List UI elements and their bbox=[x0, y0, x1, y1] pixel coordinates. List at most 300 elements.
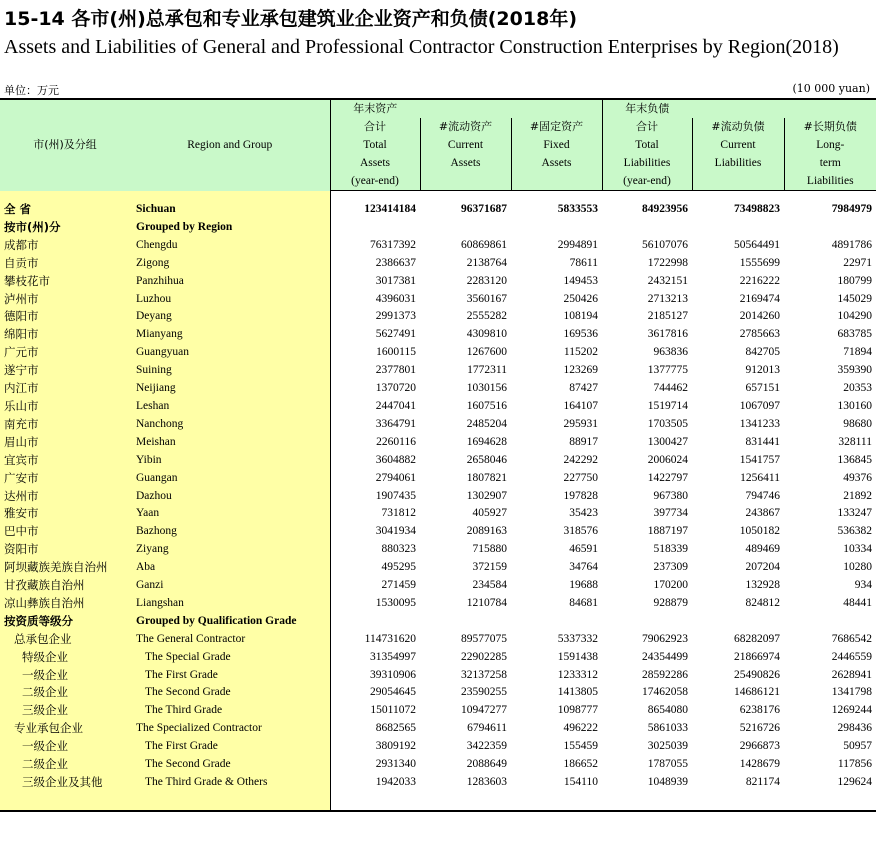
table-row bbox=[0, 488, 876, 506]
header-total-liab-2: Total bbox=[602, 136, 692, 154]
long-term-liabilities-cell: 2446559 bbox=[831, 650, 872, 663]
region-name-cn: 广元市 bbox=[0, 344, 130, 362]
region-name-en: Yaan bbox=[130, 505, 330, 523]
region-name-en: The Specialized Contractor bbox=[130, 720, 330, 738]
spacer-row bbox=[0, 191, 876, 202]
current-assets-cell: 1283603 bbox=[466, 776, 507, 788]
region-name-en: Suining bbox=[130, 362, 330, 380]
long-term-liabilities-cell: 50957 bbox=[843, 740, 872, 753]
current-assets-cell: 1302907 bbox=[466, 489, 507, 502]
current-liabilities-cell: 2014260 bbox=[739, 310, 780, 323]
region-name-cn: 总承包企业 bbox=[0, 631, 130, 649]
header-current-liab-2: Current bbox=[692, 136, 784, 154]
long-term-liabilities-cell: 2628941 bbox=[831, 668, 872, 681]
total-assets-cell: 3041934 bbox=[375, 525, 416, 538]
region-name-cn: 专业承包企业 bbox=[0, 720, 130, 738]
table-bottom-row bbox=[0, 792, 876, 811]
region-name-en: Zigong bbox=[130, 255, 330, 273]
header-current-assets-2: Current bbox=[420, 136, 511, 154]
total-assets-cell: 495295 bbox=[381, 561, 416, 574]
current-assets-cell: 2485204 bbox=[466, 417, 507, 430]
current-liabilities-cell: 2966873 bbox=[739, 740, 780, 753]
table-row bbox=[0, 326, 876, 344]
current-liabilities-cell: 657151 bbox=[745, 382, 780, 395]
long-term-liabilities-cell: 7984979 bbox=[831, 203, 872, 215]
total-assets-cell: 1530095 bbox=[375, 596, 416, 609]
current-liabilities-cell: 831441 bbox=[745, 435, 780, 448]
total-assets-cell: 1600115 bbox=[376, 346, 416, 359]
current-liabilities-cell: 243867 bbox=[745, 507, 780, 520]
fixed-assets-cell: 78611 bbox=[569, 256, 598, 269]
total-liabilities-cell: 1722998 bbox=[647, 256, 688, 269]
header-total-assets-4: (year-end) bbox=[330, 172, 420, 191]
table-row bbox=[0, 720, 876, 738]
header-current-liab-1: #流动负债 bbox=[692, 118, 784, 136]
total-assets-cell: 4396031 bbox=[375, 292, 416, 305]
region-name-cn: 南充市 bbox=[0, 416, 130, 434]
current-liabilities-cell: 1428679 bbox=[739, 758, 780, 771]
current-assets-cell: 6794611 bbox=[467, 722, 507, 735]
region-name-en: The First Grade bbox=[130, 738, 330, 756]
header-assets-group: 年末资产 bbox=[330, 99, 420, 118]
current-assets-cell: 2658046 bbox=[466, 453, 507, 466]
region-name-en: Neijiang bbox=[130, 380, 330, 398]
long-term-liabilities-cell: 934 bbox=[854, 579, 872, 592]
total-assets-cell bbox=[330, 613, 420, 631]
fixed-assets-cell: 149453 bbox=[563, 274, 598, 287]
current-liabilities-cell: 132928 bbox=[745, 579, 780, 592]
region-name-cn: 阿坝藏族羌族自治州 bbox=[0, 559, 130, 577]
fixed-assets-cell: 35423 bbox=[569, 507, 598, 520]
total-liabilities-cell: 1422797 bbox=[647, 471, 688, 484]
total-liabilities-cell: 5861033 bbox=[647, 722, 688, 735]
total-liabilities-cell bbox=[602, 613, 692, 631]
current-liabilities-cell bbox=[692, 219, 784, 237]
current-liabilities-cell: 21866974 bbox=[734, 650, 780, 663]
long-term-liabilities-cell: 536382 bbox=[837, 525, 872, 538]
total-assets-cell: 3017381 bbox=[375, 274, 416, 287]
table-row bbox=[0, 667, 876, 685]
total-liabilities-cell: 28592286 bbox=[642, 668, 688, 681]
region-name-en: The General Contractor bbox=[130, 631, 330, 649]
current-liabilities-cell: 1050182 bbox=[739, 525, 780, 538]
region-name-cn: 攀枝花市 bbox=[0, 273, 130, 291]
header-current-liab-3: Liabilities bbox=[692, 154, 784, 172]
current-assets-cell: 2089163 bbox=[466, 525, 507, 538]
long-term-liabilities-cell: 98680 bbox=[843, 417, 872, 430]
table-row bbox=[0, 255, 876, 273]
current-assets-cell: 1772311 bbox=[467, 364, 507, 377]
total-liabilities-cell: 2432151 bbox=[647, 274, 688, 287]
region-name-cn: 凉山彝族自治州 bbox=[0, 595, 130, 613]
assets-liabilities-table bbox=[0, 98, 876, 812]
header-fixed-assets-2: Fixed bbox=[511, 136, 602, 154]
region-name-en: The Second Grade bbox=[130, 756, 330, 774]
total-assets-cell: 731812 bbox=[381, 507, 416, 520]
region-name-cn: 德阳市 bbox=[0, 308, 130, 326]
table-row bbox=[0, 756, 876, 774]
current-assets-cell: 96371687 bbox=[461, 203, 507, 215]
long-term-liabilities-cell: 71894 bbox=[843, 346, 872, 359]
table-row bbox=[0, 434, 876, 452]
current-assets-cell: 2283120 bbox=[466, 274, 507, 287]
region-name-en: The Third Grade bbox=[130, 702, 330, 720]
total-liabilities-cell: 2006024 bbox=[647, 453, 688, 466]
fixed-assets-cell: 227750 bbox=[563, 471, 598, 484]
current-liabilities-cell: 794746 bbox=[745, 489, 780, 502]
total-assets-cell: 5627491 bbox=[375, 328, 416, 341]
current-assets-cell: 89577075 bbox=[461, 632, 507, 645]
long-term-liabilities-cell: 48441 bbox=[843, 596, 872, 609]
total-assets-cell: 2794061 bbox=[375, 471, 416, 484]
header-current-assets-1: #流动资产 bbox=[420, 118, 511, 136]
table-row bbox=[0, 219, 876, 237]
fixed-assets-cell: 242292 bbox=[563, 453, 598, 466]
header-region-cn: 市(州)及分组 bbox=[0, 99, 130, 191]
total-assets-cell: 3364791 bbox=[375, 417, 416, 430]
region-name-cn: 绵阳市 bbox=[0, 326, 130, 344]
header-fixed-assets-1: #固定资产 bbox=[511, 118, 602, 136]
total-assets-cell: 114731620 bbox=[364, 632, 416, 645]
header-total-assets-3: Assets bbox=[330, 154, 420, 172]
long-term-liabilities-cell: 298436 bbox=[837, 722, 872, 735]
total-assets-cell: 76317392 bbox=[370, 238, 416, 251]
table-row bbox=[0, 505, 876, 523]
table-row bbox=[0, 362, 876, 380]
current-assets-cell: 1607516 bbox=[466, 399, 507, 412]
table-row bbox=[0, 541, 876, 559]
header-current-assets-3: Assets bbox=[420, 154, 511, 172]
total-assets-cell: 1370720 bbox=[375, 382, 416, 395]
total-assets-cell: 123414184 bbox=[364, 203, 416, 215]
region-name-cn: 眉山市 bbox=[0, 434, 130, 452]
total-liabilities-cell: 963836 bbox=[653, 346, 688, 359]
table-row bbox=[0, 684, 876, 702]
fixed-assets-cell: 5337332 bbox=[557, 632, 598, 645]
current-assets-cell: 2138764 bbox=[466, 256, 507, 269]
header-region-en: Region and Group bbox=[130, 99, 330, 191]
header-total-assets-2: Total bbox=[330, 136, 420, 154]
total-liabilities-cell: 8654080 bbox=[647, 704, 688, 717]
long-term-liabilities-cell: 117856 bbox=[837, 758, 872, 771]
long-term-liabilities-cell: 7686542 bbox=[831, 632, 872, 645]
fixed-assets-cell: 123269 bbox=[563, 364, 598, 377]
region-name-en: Sichuan bbox=[130, 201, 330, 219]
region-name-cn: 达州市 bbox=[0, 488, 130, 506]
table-row bbox=[0, 774, 876, 792]
total-liabilities-cell: 397734 bbox=[653, 507, 688, 520]
region-name-cn: 全 省 bbox=[0, 201, 130, 219]
header-total-liab-4: (year-end) bbox=[602, 172, 692, 191]
table-header bbox=[0, 99, 876, 191]
region-name-cn: 按市(州)分 bbox=[0, 219, 130, 237]
total-assets-cell: 880323 bbox=[381, 543, 416, 556]
table-body bbox=[0, 191, 876, 811]
fixed-assets-cell: 19688 bbox=[569, 579, 598, 592]
long-term-liabilities-cell: 21892 bbox=[843, 489, 872, 502]
total-liabilities-cell: 1377775 bbox=[647, 364, 688, 377]
total-assets-cell: 2260116 bbox=[376, 435, 416, 448]
current-liabilities-cell: 824812 bbox=[745, 596, 780, 609]
long-term-liabilities-cell: 145029 bbox=[837, 292, 872, 305]
long-term-liabilities-cell bbox=[784, 219, 876, 237]
total-liabilities-cell: 1887197 bbox=[647, 525, 688, 538]
region-name-en: Leshan bbox=[130, 398, 330, 416]
current-assets-cell: 60869861 bbox=[461, 238, 507, 251]
table-row bbox=[0, 595, 876, 613]
total-liabilities-cell: 518339 bbox=[653, 543, 688, 556]
region-name-en: Guangyuan bbox=[130, 344, 330, 362]
fixed-assets-cell: 250426 bbox=[563, 292, 598, 305]
fixed-assets-cell: 186652 bbox=[563, 758, 598, 771]
total-assets-cell: 31354997 bbox=[370, 650, 416, 663]
region-name-en: Liangshan bbox=[130, 595, 330, 613]
total-liabilities-cell: 2185127 bbox=[647, 310, 688, 323]
current-assets-cell: 1030156 bbox=[466, 382, 507, 395]
region-name-cn: 遂宁市 bbox=[0, 362, 130, 380]
total-assets-cell: 1942033 bbox=[375, 776, 416, 788]
long-term-liabilities-cell bbox=[784, 613, 876, 631]
long-term-liabilities-cell: 1269244 bbox=[831, 704, 872, 717]
total-assets-cell: 3604882 bbox=[375, 453, 416, 466]
current-liabilities-cell: 821174 bbox=[745, 776, 780, 788]
table-row bbox=[0, 201, 876, 219]
region-name-en: Grouped by Region bbox=[130, 219, 330, 237]
total-liabilities-cell: 84923956 bbox=[642, 203, 688, 215]
total-assets-cell: 15011072 bbox=[370, 704, 416, 717]
fixed-assets-cell: 1413805 bbox=[557, 686, 598, 699]
table-row bbox=[0, 577, 876, 595]
region-name-cn: 宜宾市 bbox=[0, 452, 130, 470]
current-liabilities-cell: 1541757 bbox=[739, 453, 780, 466]
total-liabilities-cell: 967380 bbox=[653, 489, 688, 502]
region-name-cn: 一级企业 bbox=[0, 667, 130, 685]
current-assets-cell: 4309810 bbox=[466, 328, 507, 341]
region-name-cn: 二级企业 bbox=[0, 684, 130, 702]
current-liabilities-cell: 5216726 bbox=[739, 722, 780, 735]
long-term-liabilities-cell: 683785 bbox=[837, 328, 872, 341]
header-fixed-assets-3: Assets bbox=[511, 154, 602, 172]
region-name-en: The Second Grade bbox=[130, 684, 330, 702]
current-liabilities-cell: 14686121 bbox=[734, 686, 780, 699]
total-liabilities-cell: 79062923 bbox=[642, 632, 688, 645]
current-liabilities-cell: 68282097 bbox=[734, 632, 780, 645]
current-liabilities-cell: 1555699 bbox=[739, 256, 780, 269]
region-name-en: Panzhihua bbox=[130, 273, 330, 291]
current-assets-cell: 3422359 bbox=[466, 740, 507, 753]
unit-label-english: (10 000 yuan) bbox=[792, 82, 870, 95]
long-term-liabilities-cell: 10280 bbox=[843, 561, 872, 574]
current-assets-cell: 1267600 bbox=[466, 346, 507, 359]
region-name-cn: 乐山市 bbox=[0, 398, 130, 416]
header-liabilities-group: 年末负债 bbox=[602, 99, 692, 118]
table-row bbox=[0, 702, 876, 720]
table-row bbox=[0, 380, 876, 398]
region-name-cn: 雅安市 bbox=[0, 505, 130, 523]
total-assets-cell: 2377801 bbox=[375, 364, 416, 377]
total-liabilities-cell: 17462058 bbox=[642, 686, 688, 699]
current-liabilities-cell: 1067097 bbox=[739, 399, 780, 412]
current-liabilities-cell: 2169474 bbox=[739, 292, 780, 305]
region-name-cn: 特级企业 bbox=[0, 649, 130, 667]
current-liabilities-cell: 6238176 bbox=[739, 704, 780, 717]
region-name-en: Deyang bbox=[130, 308, 330, 326]
table-row bbox=[0, 523, 876, 541]
header-long-term-liab-2: Long- bbox=[784, 136, 876, 154]
header-long-term-liab-1: #长期负债 bbox=[784, 118, 876, 136]
fixed-assets-cell: 197828 bbox=[563, 489, 598, 502]
total-assets-cell: 29054645 bbox=[370, 686, 416, 699]
table-row bbox=[0, 416, 876, 434]
fixed-assets-cell: 88917 bbox=[569, 435, 598, 448]
total-assets-cell: 1907435 bbox=[375, 489, 416, 502]
fixed-assets-cell: 169536 bbox=[563, 328, 598, 341]
total-liabilities-cell: 1787055 bbox=[647, 758, 688, 771]
fixed-assets-cell: 318576 bbox=[563, 525, 598, 538]
table-row bbox=[0, 308, 876, 326]
header-total-assets-1: 合计 bbox=[330, 118, 420, 136]
fixed-assets-cell: 115202 bbox=[563, 346, 598, 359]
region-name-cn: 成都市 bbox=[0, 237, 130, 255]
region-name-cn: 内江市 bbox=[0, 380, 130, 398]
current-liabilities-cell: 842705 bbox=[745, 346, 780, 359]
current-liabilities-cell: 1256411 bbox=[740, 471, 780, 484]
current-liabilities-cell: 207204 bbox=[745, 561, 780, 574]
region-name-cn: 三级企业及其他 bbox=[0, 774, 130, 792]
region-name-en: Aba bbox=[130, 559, 330, 577]
region-name-en: Chengdu bbox=[130, 237, 330, 255]
current-liabilities-cell: 50564491 bbox=[734, 238, 780, 251]
current-assets-cell bbox=[420, 219, 511, 237]
total-liabilities-cell: 3617816 bbox=[647, 328, 688, 341]
table-row bbox=[0, 237, 876, 255]
table-row bbox=[0, 649, 876, 667]
region-name-cn: 自贡市 bbox=[0, 255, 130, 273]
region-name-cn: 按资质等级分 bbox=[0, 613, 130, 631]
current-assets-cell: 1807821 bbox=[466, 471, 507, 484]
fixed-assets-cell: 1233312 bbox=[557, 668, 598, 681]
long-term-liabilities-cell: 22971 bbox=[843, 256, 872, 269]
current-assets-cell: 22902285 bbox=[461, 650, 507, 663]
fixed-assets-cell: 5833553 bbox=[557, 203, 598, 215]
fixed-assets-cell: 1098777 bbox=[557, 704, 598, 717]
current-assets-cell: 405927 bbox=[472, 507, 507, 520]
table-row bbox=[0, 398, 876, 416]
total-assets-cell: 39310906 bbox=[370, 668, 416, 681]
total-liabilities-cell: 928879 bbox=[653, 596, 688, 609]
long-term-liabilities-cell: 20353 bbox=[843, 382, 872, 395]
total-liabilities-cell: 1519714 bbox=[647, 399, 688, 412]
total-assets-cell: 8682565 bbox=[375, 722, 416, 735]
total-liabilities-cell: 1703505 bbox=[647, 417, 688, 430]
region-name-cn: 泸州市 bbox=[0, 291, 130, 309]
fixed-assets-cell bbox=[511, 219, 602, 237]
fixed-assets-cell: 108194 bbox=[563, 310, 598, 323]
current-liabilities-cell: 2785663 bbox=[739, 328, 780, 341]
region-name-en: Meishan bbox=[130, 434, 330, 452]
table-row bbox=[0, 291, 876, 309]
total-liabilities-cell bbox=[602, 219, 692, 237]
fixed-assets-cell: 2994891 bbox=[557, 238, 598, 251]
region-name-en: Bazhong bbox=[130, 523, 330, 541]
total-liabilities-cell: 3025039 bbox=[647, 740, 688, 753]
region-name-cn: 三级企业 bbox=[0, 702, 130, 720]
region-name-en: Dazhou bbox=[130, 488, 330, 506]
table-row bbox=[0, 738, 876, 756]
long-term-liabilities-cell: 10334 bbox=[843, 543, 872, 556]
current-assets-cell: 1210784 bbox=[466, 596, 507, 609]
total-assets-cell: 3809192 bbox=[375, 740, 416, 753]
long-term-liabilities-cell: 136845 bbox=[837, 453, 872, 466]
fixed-assets-cell: 87427 bbox=[569, 382, 598, 395]
region-name-cn: 一级企业 bbox=[0, 738, 130, 756]
current-assets-cell: 372159 bbox=[472, 561, 507, 574]
region-name-en: Ganzi bbox=[130, 577, 330, 595]
current-liabilities-cell bbox=[692, 613, 784, 631]
region-name-cn: 甘孜藏族自治州 bbox=[0, 577, 130, 595]
current-assets-cell: 715880 bbox=[472, 543, 507, 556]
current-liabilities-cell: 1341233 bbox=[739, 417, 780, 430]
current-assets-cell: 23590255 bbox=[461, 686, 507, 699]
total-liabilities-cell: 56107076 bbox=[642, 238, 688, 251]
region-name-cn: 巴中市 bbox=[0, 523, 130, 541]
current-assets-cell bbox=[420, 613, 511, 631]
current-assets-cell: 2555282 bbox=[466, 310, 507, 323]
fixed-assets-cell: 84681 bbox=[569, 596, 598, 609]
table-row bbox=[0, 559, 876, 577]
header-long-term-liab-4: Liabilities bbox=[784, 172, 876, 191]
region-name-en: Luzhou bbox=[130, 291, 330, 309]
long-term-liabilities-cell: 104290 bbox=[837, 310, 872, 323]
total-liabilities-cell: 24354499 bbox=[642, 650, 688, 663]
current-liabilities-cell: 2216222 bbox=[739, 274, 780, 287]
long-term-liabilities-cell: 328111 bbox=[838, 435, 872, 448]
current-assets-cell: 1694628 bbox=[466, 435, 507, 448]
fixed-assets-cell: 46591 bbox=[569, 543, 598, 556]
header-long-term-liab-3: term bbox=[784, 154, 876, 172]
table-row bbox=[0, 613, 876, 631]
fixed-assets-cell: 34764 bbox=[569, 561, 598, 574]
current-assets-cell: 234584 bbox=[472, 579, 507, 592]
long-term-liabilities-cell: 129624 bbox=[837, 776, 872, 788]
current-liabilities-cell: 25490826 bbox=[734, 668, 780, 681]
region-name-en: Grouped by Qualification Grade bbox=[130, 613, 330, 631]
page-title-chinese: 15-14 各市(州)总承包和专业承包建筑业企业资产和负债(2018年) bbox=[4, 8, 577, 30]
fixed-assets-cell: 154110 bbox=[563, 776, 598, 788]
header-total-liab-1: 合计 bbox=[602, 118, 692, 136]
page-title-english: Assets and Liabilities of General and Professional Contractor Construction Enterprises by Region(2018) bbox=[4, 36, 839, 58]
table-row bbox=[0, 470, 876, 488]
current-assets-cell: 32137258 bbox=[461, 668, 507, 681]
total-assets-cell: 271459 bbox=[381, 579, 416, 592]
long-term-liabilities-cell: 359390 bbox=[837, 364, 872, 377]
total-liabilities-cell: 2713213 bbox=[647, 292, 688, 305]
unit-label-chinese: 单位：万元 bbox=[4, 84, 59, 97]
current-liabilities-cell: 73498823 bbox=[734, 203, 780, 215]
total-assets-cell bbox=[330, 219, 420, 237]
table-row bbox=[0, 273, 876, 291]
current-assets-cell: 10947277 bbox=[461, 704, 507, 717]
long-term-liabilities-cell: 130160 bbox=[837, 399, 872, 412]
total-liabilities-cell: 170200 bbox=[653, 579, 688, 592]
table-row bbox=[0, 631, 876, 649]
total-liabilities-cell: 744462 bbox=[653, 382, 688, 395]
total-assets-cell: 2386637 bbox=[375, 256, 416, 269]
fixed-assets-cell: 164107 bbox=[563, 399, 598, 412]
region-name-en: The Third Grade & Others bbox=[130, 774, 330, 792]
region-name-en: Ziyang bbox=[130, 541, 330, 559]
header-total-liab-3: Liabilities bbox=[602, 154, 692, 172]
